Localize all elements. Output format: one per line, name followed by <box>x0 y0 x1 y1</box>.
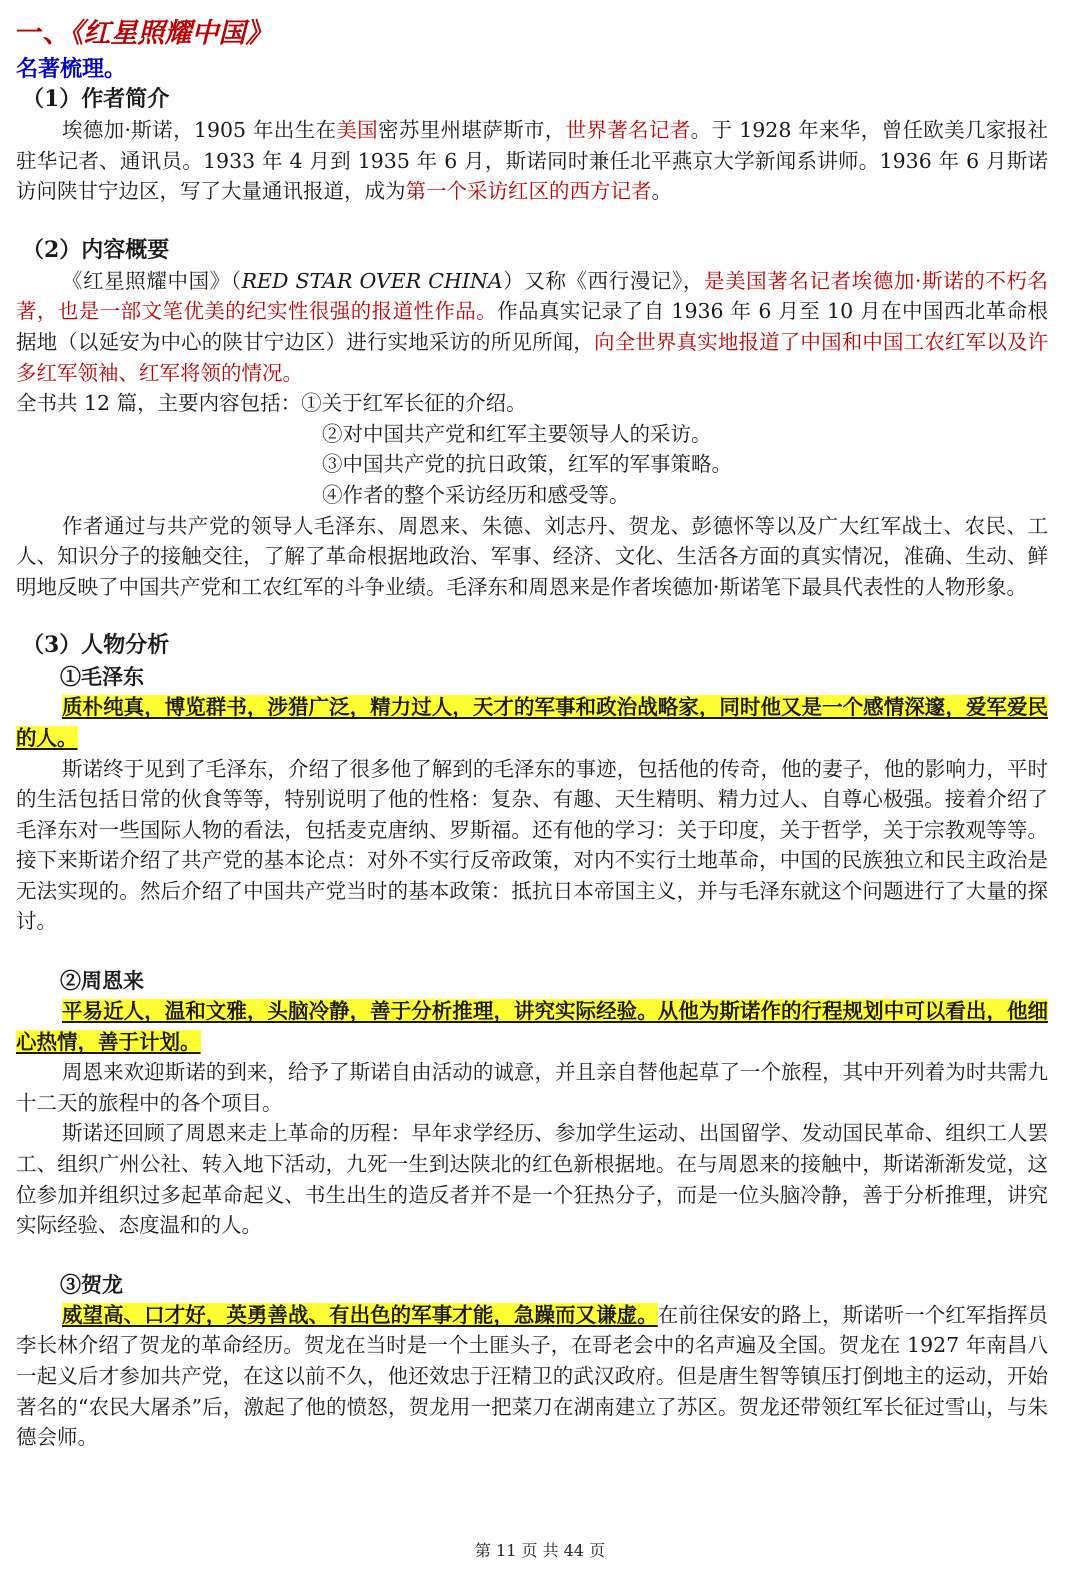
character-heading: （3）人物分析 <box>22 632 170 659</box>
chapter-number: 一、 <box>16 18 70 49</box>
chapter-title <box>16 14 1048 54</box>
mao-paragraph: 斯诺终于见到了毛泽东，介绍了很多他了解到的毛泽东的事迹，包括他的传奇，他的妻子，他的影响力，平时的生活包括日常的伙食等等，特别说明了他的性格：复杂、有趣、天生精明、精力过人、自尊心极强。接着介绍了毛泽东对一些国际人物的看法，包括麦克唐纳、罗斯福。还有他的学习：关于印度，关于哲学，关于宗教观等等。接下来斯诺介绍了共产党的基本论点：对外不实行反帝政策，对内不实行土地革命，中国的民族独立和民主政治是无法实现的。然后介绍了中国共产党当时的基本政策：抵抗日本帝国主义，并与毛泽东就这个问题进行了大量的探讨。 <box>16 756 1048 934</box>
section-subtitle: 名著梳理。 <box>16 56 127 82</box>
contents-list-item: ④作者的整个采访经历和感受等。 <box>322 482 630 507</box>
summary-paragraph: 《红星照耀中国》（RED STAR OVER CHINA）又称《西行漫记》，是美国著名记者埃德加·斯诺的不朽名著，也是一部文笔优美的纪实性很强的报道性作品。作品真实记录了自 1936 年 6 月至 10 月在中国西北革命根据地（以延安为中心的陕甘宁边区）进行实地采访的所见所闻，向全世界真实地报道了中国和中国工农红军以及许多红军领袖、红军将领的情况。 <box>16 268 1049 385</box>
summary-paragraph-2: 作者通过与共产党的领导人毛泽东、周恩来、朱德、刘志丹、贺龙、彭德怀等以及广大红军战士、农民、工人、知识分子的接触交往，了解了革命根据地政治、军事、经济、文化、生活各方面的真实情况，准确、生动、鲜明地反映了中国共产党和工农红军的斗争业绩。毛泽东和周恩来是作者埃德加·斯诺笔下最具代表性的人物形象。 <box>16 513 1048 599</box>
zhou-paragraph-1: 周恩来欢迎斯诺的到来，给予了斯诺自由活动的诚意，并且亲自替他起草了一个旅程，其中开列着为时共需九十二天的旅程中的各个项目。 <box>16 1060 1048 1115</box>
summary-heading: （2）内容概要 <box>22 236 170 263</box>
author-paragraph: 埃德加·斯诺，1905 年出生在美国密苏里州堪萨斯市，世界著名记者。于 1928 年来华，曾任欧美几家报社驻华记者、通讯员。1933 年 4 月到 1935 年 6 月，斯诺同时兼任北平燕京大学新闻系讲师。1936 年 6 月斯诺访问陕甘宁边区，写了大量通讯报道，成为第一个采访红区的西方记者。 <box>16 118 1049 204</box>
author-heading: （1）作者简介 <box>22 86 170 112</box>
zhou-heading: ②周恩来 <box>60 968 144 994</box>
mao-heading: ①毛泽东 <box>60 664 144 690</box>
contents-list-item: ①关于红军长征的介绍。 <box>301 391 527 416</box>
contents-list-intro: 全书共 12 篇，主要内容包括：①关于红军长征的介绍。 <box>16 391 527 416</box>
book-title: 《红星照耀中国》 <box>70 18 273 49</box>
he-paragraph: 威望高、口才好，英勇善战、有出色的军事才能，急躁而又谦虚。在前往保安的路上，斯诺听一个红军指挥员李长林介绍了贺龙的革命经历。贺龙在当时是一个土匪头子，在哥老会中的名声遍及全国。贺龙在 1927 年南昌八一起义后才参加共产党，在这以前不久，他还效忠于汪精卫的武汉政府。但是唐生智等镇压打倒地主的运动，开始著名的“农民大屠杀”后，激起了他的愤怒，贺龙用一把菜刀在湖南建立了苏区。贺龙还带领红军长征过雪山，与朱德会师。 <box>16 1302 1048 1450</box>
zhou-paragraph-2: 斯诺还回顾了周恩来走上革命的历程：早年求学经历、参加学生运动、出国留学、发动国民革命、组织工人罢工、组织广州公社、转入地下活动，九死一生到达陕北的红色新根据地。在与周恩来的接触中，斯诺渐渐发觉，这位参加并组织过多起革命起义、书生出生的造反者并不是一个狂热分子，而是一位头脑冷静，善于分析推理，讲究实际经验、态度温和的人。 <box>16 1121 1048 1238</box>
zhou-highlight: 平易近人，温和文雅，头脑冷静，善于分析推理，讲究实际经验。从他为斯诺作的行程规划中可以看出，他细心热情，善于计划。 <box>16 999 1048 1054</box>
contents-list-item: ③中国共产党的抗日政策，红军的军事策略。 <box>322 452 732 477</box>
contents-list-item: ②对中国共产党和红军主要领导人的采访。 <box>322 421 712 446</box>
mao-highlight: 质朴纯真，博览群书，涉猎广泛，精力过人，天才的军事和政治战略家，同时他又是一个感情深邃，爱军爱民的人。 <box>16 695 1048 750</box>
page-footer: 第 11 页 共 44 页 <box>474 1541 606 1560</box>
he-heading: ③贺龙 <box>60 1271 123 1297</box>
